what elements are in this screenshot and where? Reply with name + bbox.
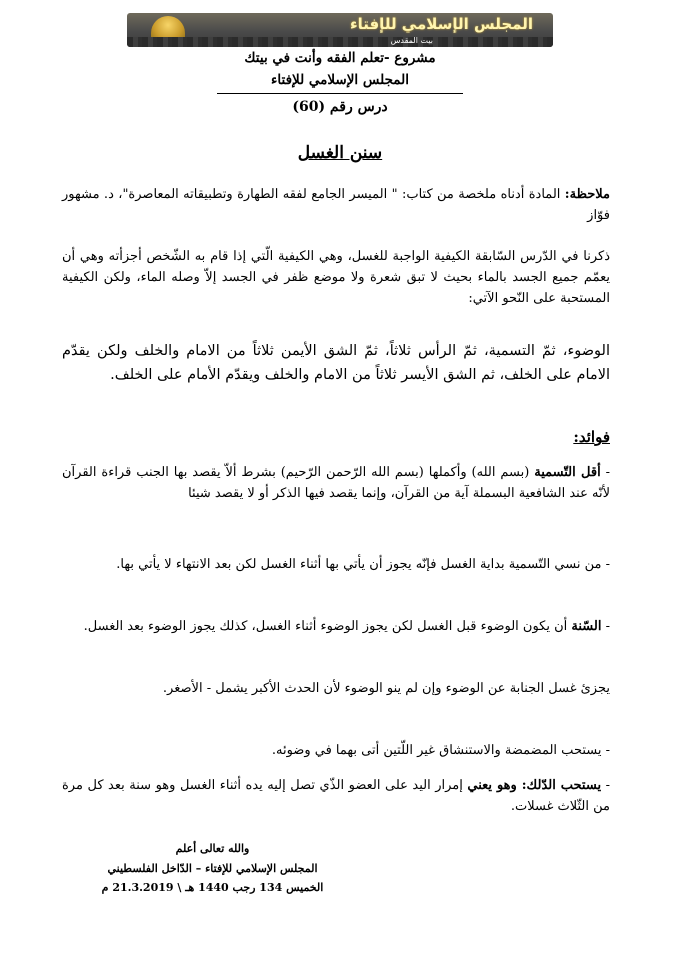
banner-title: المجلس الإسلامي للإفتاء [349, 15, 533, 33]
city-skyline-image [127, 37, 553, 47]
council-name: المجلس الإسلامي للإفتاء [271, 72, 409, 88]
note-label: ملاحظة: [564, 187, 610, 202]
banner-subtitle: بيت المقدس [390, 36, 433, 45]
benefit-item-6: - يستحب الدّلك: وهو يعني إمرار اليد على العضو الذّي تصل إليه يده أثناء الغسل وهو سنة بعد كل مرة من الثّلاث غسلات. [62, 778, 610, 814]
footer-organization: المجلس الإسلامي للإفتاء – الدّاخل الفلسطيني [107, 862, 318, 875]
benefit-item-1-bold: أقل التّسمية [534, 465, 601, 480]
header-banner [127, 13, 553, 47]
intro-paragraph: ذكرنا في الدّرس السّابقة الكيفية الواجبة للغسل، وهي الكيفية الّتي إذا قام به الشّخص أجزأته وهي أن يعمّم جميع الجسد بالماء بحيث لا تبق شعرة ولا موضع ظفر في الجسد إلاّ وصله الماء، ولكن الكيفية المستحبة على النّحو الآتي: [62, 249, 610, 306]
method-paragraph: الوضوء، ثمّ التسمية، ثمّ الرأس ثلاثاً، ثمّ الشق الأيمن ثلاثاً من الامام والخلف ولكن يقدّم الامام على الخلف، ثم الشق الأيسر ثلاثاً من الامام والخلف ويقدّم الأمام على الخلف. [62, 343, 610, 383]
benefit-item-6-bold: يستحب الدّلك: [521, 778, 602, 793]
benefit-item-5: - يستحب المضمضة والاستنشاق غير اللّتين أتى بهما في وضوئه. [271, 743, 610, 758]
benefits-heading: فوائد: [573, 428, 610, 446]
benefit-item-2: - من نسي التّسمية بداية الغسل فإنّه يجوز أن يأتي بها أثناء الغسل لكن بعد الانتهاء لا يأتي بها. [116, 557, 610, 572]
benefit-item-3: - السّنة أن يكون الوضوء قبل الغسل لكن يجوز الوضوء أثناء الغسل، كذلك يجوز الوضوء بعد الغسل. [83, 619, 610, 634]
benefit-item-3-bold: السّنة [571, 619, 602, 634]
lesson-topic: سنن الغسل [297, 143, 383, 163]
project-title: مشروع -تعلم الفقه وأنت في بيتك [244, 50, 436, 66]
benefit-item-4: يجزئ غسل الجنابة عن الوضوء وإن لم ينو الوضوء لأن الحدث الأكبر يشمل - الأصغر. [162, 681, 610, 696]
benefit-item-1: - أقل التّسمية (بسم الله) وأكملها (بسم الله الرّحمن الرّحيم) بشرط ألاّ يقصد بها الجنب قراءة القرآن لأنّه عند الشافعية البسملة آية من القرآن، وإنما يقصد فيها الذكر أو لا يقصد شيئا [62, 465, 611, 501]
note-paragraph [62, 184, 610, 226]
footer-date: الخميس 134 رجب 1440 هـ \ 21.3.2019 م [101, 881, 324, 894]
closing-line: والله تعالى أعلم [175, 842, 250, 855]
lesson-number: درس رقم (60) [292, 99, 388, 115]
note-text: المادة أدناه ملخصة من كتاب: " الميسر الجامع لفقه الطهارة وتطبيقاته المعاصرة"، د. مشهور فوّاز [62, 187, 610, 223]
header-divider [217, 93, 463, 94]
